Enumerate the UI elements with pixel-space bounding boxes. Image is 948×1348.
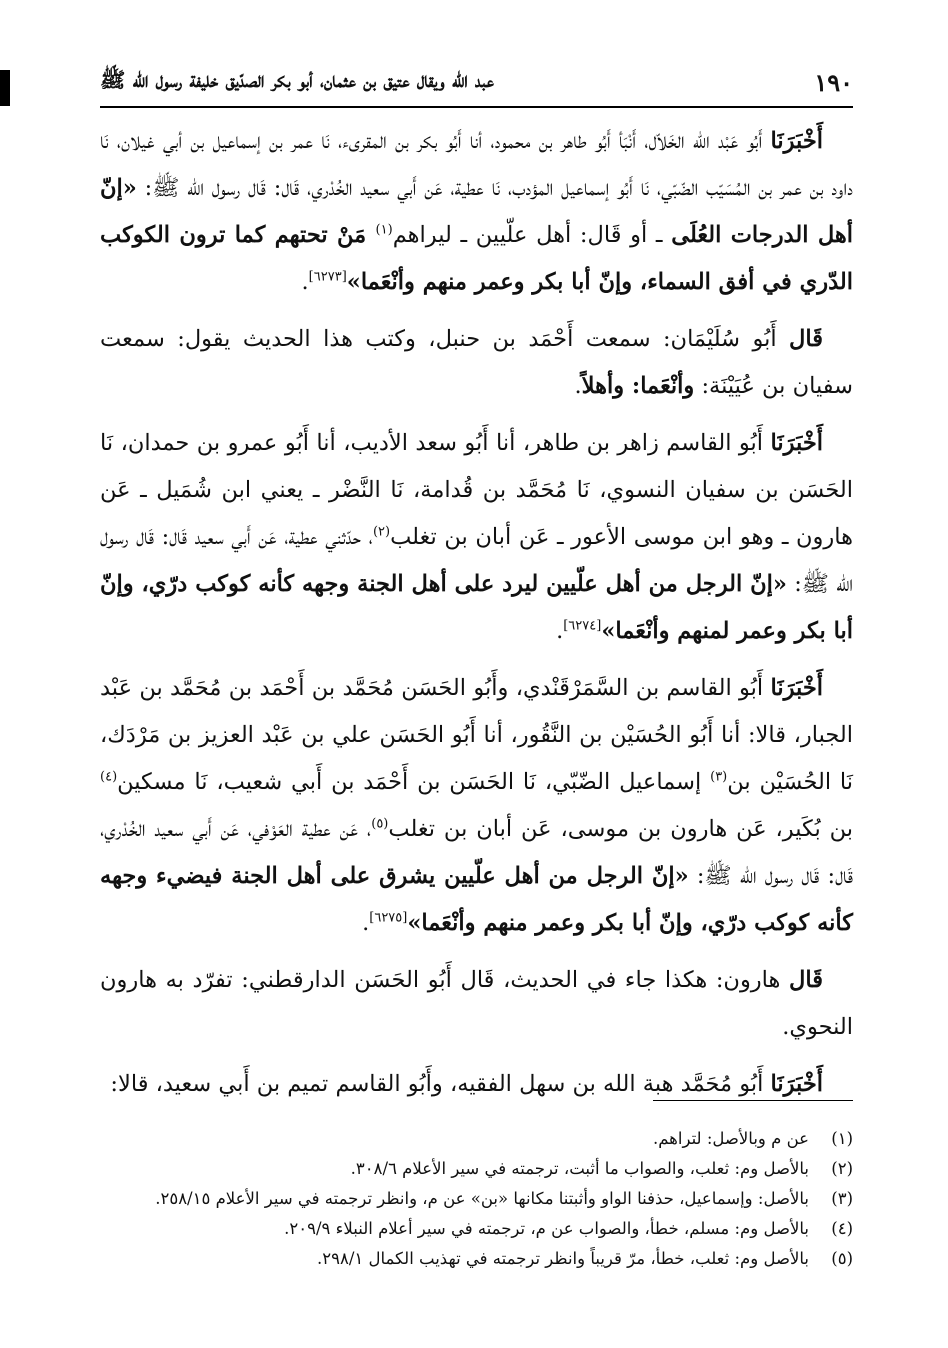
narration-text: أَبُو مُحَمَّد هبة الله بن سهل الفقيه، وأَبُو القاسم تميم بن أَبي سعيد، قالا: bbox=[110, 1071, 771, 1097]
hadith-text: «إنّ أهل الدرجات العُلَى bbox=[100, 175, 854, 248]
footnote-number: (٥) bbox=[831, 1249, 853, 1268]
paragraph-lead-word: أَخْبَرَنَا bbox=[770, 1071, 823, 1097]
page-number: ١٩٠ bbox=[814, 67, 853, 97]
footnote-text: بالأصل وم: مسلم، خطأ، والصواب عن م، ترجمته في سير أعلام النبلاء ٢٠٩/٩. bbox=[284, 1219, 809, 1238]
reference-marker: (١) bbox=[375, 222, 393, 238]
paragraph-lead-word: أَخْبَرَنَا bbox=[770, 430, 823, 456]
narration-text: ، حدّثني عطية، عَن أَبي سعيد قَال: قَال رسول الله ﷺ: bbox=[100, 524, 854, 597]
narration-text: . bbox=[301, 269, 309, 295]
hadith-text: وأنْعَما: وأهلاً bbox=[581, 373, 695, 399]
reference-marker: (٣) bbox=[710, 769, 728, 785]
narration-text: أَبُو القاسم زاهر بن طاهر، أنا أَبُو سعد الأديب، أنا أَبُو عمرو بن حمدان، نَا الحَسَن بن سفيان النسوي، نَا مُحَمَّد بن قُدامة، نَا النَّضْر ـ يعني ابن شُمَيل ـ عَن هارون ـ وهو ابن موسى الأعور ـ عَن أبان بن تغلب bbox=[100, 430, 853, 550]
scan-edge-mark bbox=[0, 70, 10, 106]
footnote-number: (٤) bbox=[831, 1219, 853, 1238]
reference-marker: [٦٢٧٣] bbox=[308, 269, 347, 285]
header-rule bbox=[100, 106, 853, 108]
footnote-number: (٣) bbox=[831, 1189, 853, 1208]
hadith-text: «إنّ الرجل من أهل علّيين ليرد على أهل الجنة وجهه كأنه كوكب درّي، وإنّ أبا بكر وعمر لمنهم وأنْعَما» bbox=[100, 571, 853, 644]
narration-text: . bbox=[574, 373, 582, 399]
paragraph bbox=[100, 957, 853, 1051]
paragraph bbox=[100, 420, 853, 655]
footnote-item bbox=[100, 1154, 853, 1184]
footnote-text: بالأصل: وإسماعيل، حذفنا الواو وأثبتنا مكانها «بن» عن م، وانظر ترجمته في سير الأعلام ٢٥٨/١٥. bbox=[155, 1189, 809, 1208]
footnote-item bbox=[100, 1184, 853, 1214]
reference-marker: [٦٢٧٤] bbox=[563, 618, 602, 634]
footnote-text: عن م وبالأصل: لتراهم. bbox=[652, 1129, 809, 1148]
narration-text: . bbox=[362, 910, 370, 936]
footnote-number: (٢) bbox=[831, 1159, 853, 1178]
footnote-number: (١) bbox=[831, 1129, 853, 1148]
footnote-text: بالأصل وم: ثعلب، والصواب ما أثبت، ترجمته في سير الأعلام ٣٠٨/٦. bbox=[350, 1159, 809, 1178]
narration-text: أَبُو عَبْد الله الخَلاّل، أَنْبَأ أَبُو طاهر بن محمود، أنا أَبُو بكر بن المقرىء، نَا عمر بن إسماعيل بن أبي غيلان، نَا داود بن عمر بن المُسَيّب الضّبّي، نَا أَبُو إسماعيل المؤدب، نَا عطية، عَن أَبي سعيد الخُدْري، قَال: قَال رسول الله ﷺ: bbox=[100, 128, 853, 201]
paragraph-lead-word: قَال bbox=[789, 326, 823, 352]
narration-text: أَبُو سُلَيْمَان: سمعت أَحْمَد بن حنبل، وكتب هذا الحديث يقول: سمعت سفيان بن عُيَيْنَة: bbox=[100, 326, 853, 399]
footnote-item bbox=[100, 1244, 853, 1274]
narration-text: أَبُو القاسم بن السَّمَرْقَنْدي، وأَبُو الحَسَن مُحَمَّد بن أَحْمَد بن مُحَمَّد بن عَبْد الجبار، قالا: أنا أَبُو الحُسَيْن بن النَّقُور، أنا أَبُو الحَسَن علي بن عَبْد العزيز بن مَرْدَك، نَا الحُسَيْن بن bbox=[100, 675, 853, 795]
footnote-item bbox=[100, 1124, 853, 1154]
paragraph-lead-word: أَخْبَرَنَا bbox=[770, 675, 823, 701]
paragraph-lead-word: أَخْبَرَنَا bbox=[770, 128, 823, 154]
running-title: عبد الله ويقال عتيق بن عثمان، أبو بكر الصدّيق خليفة رسول الله ﷺ bbox=[100, 66, 494, 92]
main-text bbox=[100, 118, 853, 1118]
footnote-rule bbox=[653, 1100, 853, 1101]
paragraph-lead-word: قَال bbox=[789, 967, 823, 993]
footnotes bbox=[100, 1124, 853, 1274]
reference-marker: (٤) bbox=[100, 769, 118, 785]
paragraph bbox=[100, 665, 853, 947]
paragraph bbox=[100, 118, 853, 306]
running-header bbox=[100, 58, 853, 106]
narration-text: ، عَن عطية العَوْفي، عَن أَبي سعيد الخُدْري، قَال: قَال رسول الله ﷺ: bbox=[100, 816, 853, 889]
footnote-item bbox=[100, 1214, 853, 1244]
narration-text: هارون: هكذا جاء في الحديث، قَال أَبُو الحَسَن الدارقطني: تفرّد به هارون النحوي. bbox=[100, 967, 853, 1040]
paragraph bbox=[100, 316, 853, 410]
reference-marker: (٥) bbox=[371, 816, 389, 832]
narration-text: ـ أو قَال: أهل علّيين ـ ليراهم bbox=[392, 222, 672, 248]
hadith-text: مَنْ تحتهم كما ترون الكوكب الدّري في أفق السماء، وإنّ أبا بكر وعمر منهم وأنْعَما» bbox=[100, 222, 853, 295]
reference-marker: (٢) bbox=[372, 524, 391, 540]
reference-marker: [٦٢٧٥] bbox=[369, 910, 408, 926]
narration-text: . bbox=[556, 618, 564, 644]
narration-text: بن بُكَير، عَن هارون بن موسى، عَن أبان بن تغلب bbox=[388, 816, 853, 842]
hadith-text: «إنّ الرجل من أهل علّيين يشرق على أهل الجنة فيضيء وجهه كأنه كوكب درّي، وإنّ أبا بكر وعمر منهم وأنْعَما» bbox=[100, 863, 853, 936]
footnote-text: بالأصل وم: ثعلب، خطأ، مرّ قريباً وانظر ترجمته في تهذيب الكمال ٢٩٨/١. bbox=[316, 1249, 809, 1268]
narration-text: إسماعيل الضّبّي، نَا الحَسَن بن أَحْمَد بن أَبي شعيب، نَا مسكين bbox=[117, 769, 711, 795]
